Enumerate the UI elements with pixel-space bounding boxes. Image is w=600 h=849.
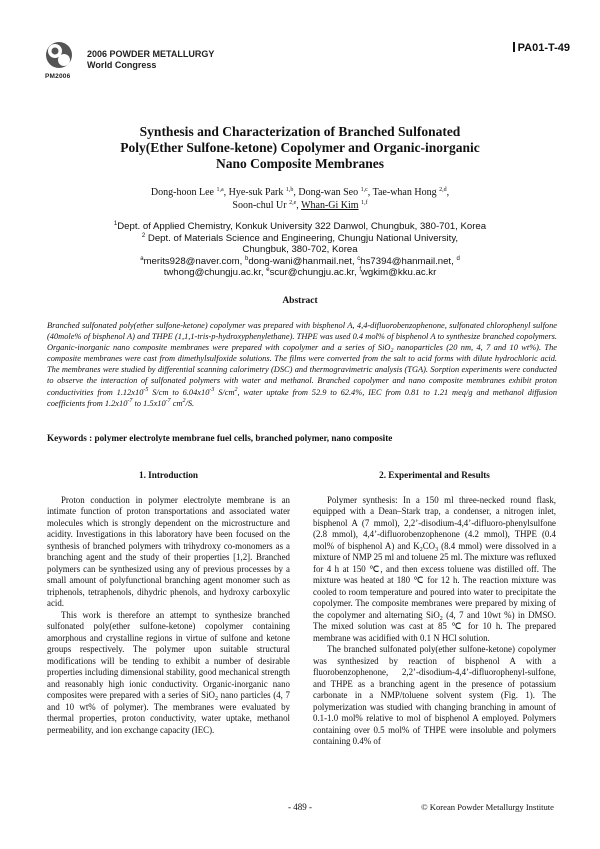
paragraph: The branched sulfonated poly(ether sulfone-ketone) copolymer was synthesized by reaction of bisphenol A with a fluorobenzophenone, 2,2’-disodium-4,4’-difluorophenyl-sulfone, and THPE as a branching agent in the presence of potassium carbonate in a NMP/toluene solvent system (Fig. 1). The polymerization was studied with changing branching in amount of 0.1-1.0 mol% relative to mol of bisphenol A employed. Polymers containing over 0.5 mol% of THPE were insoluble and polymers containing 0.4% of — [313, 644, 556, 746]
conference-line-2: World Congress — [87, 60, 157, 70]
subscript: 2 — [419, 546, 423, 553]
superscript: -5 — [143, 386, 149, 393]
email-f[interactable]: wgkim@kku.ac.kr — [360, 267, 437, 278]
conference-line-1: 2006 POWDER METALLURGY — [87, 49, 215, 59]
paragraph — [47, 610, 290, 737]
subscript: 2 — [439, 615, 443, 622]
email-b[interactable]: dong-wani@hanmail.net, — [248, 255, 358, 267]
author-sup: 1,c — [360, 187, 368, 193]
author-list: Dong-hoon Lee $^{1,a}$, Hye-suk Park $^{1,b}$, Dong-wan Seo $^{1,c}$, Tae-whan Hong $^{2,d}$, Soon-chul Ur $^{2,e}$, Whan-Gi Kim $^{1,f}$ — [150, 187, 450, 211]
abstract-text: cm — [170, 398, 183, 408]
affiliation-2 — [80, 233, 520, 245]
section-heading-experimental: 2. Experimental and Results — [379, 470, 490, 480]
abstract-text: /S. — [185, 398, 195, 408]
abstract-text: nanoparticles (20 nm, 4, 7 and 10 wt%). The composite membranes were cast from dimethylsulfoxide solutions. The films were converted from the salt to acid forms with dilute hydrochloric acid. The membranes were studied by differential scanning calorimetry (DSC) and thermogravimetric analysis (TGA). Sorption experiments were conducted to observe the interaction of sulfonated polymers with water and methanol. Branched copolymer and nano composite membranes exhibit proton conductivities from 1.12x10 — [47, 343, 557, 397]
author: Tae-whan Hong — [372, 187, 437, 198]
copyright: © Korean Powder Metallurgy Institute — [421, 802, 554, 812]
email-marker: d — [456, 255, 460, 262]
subscript: 3 — [435, 546, 439, 553]
affiliation-2-text: Dept. of Materials Science and Engineering, Chungju National University, — [145, 232, 459, 244]
abstract-text: , water uptake from 52.9 to 62.4%, IEC from 0.81 to 1.21 meq/g and methanol diffusion coefficients from 1.2x10 — [47, 387, 558, 408]
email-c[interactable]: hs7394@hanmail.net, — [360, 255, 457, 267]
subscript: 2 — [390, 348, 394, 355]
conference-name — [87, 49, 214, 71]
paragraph: Proton conduction in polymer electrolyte membrane is an intimate function of proton transportations and associated water molecules which is strongly dependent on the microstructure and acidity. Investigations in this laboratory have been focused on the synthesis of branched polymers with trihydroxy co-monomers as a branching agent and the study of their properties [1,2]. Branched polymers can be synthesized using any of previous processes by a small amount of polyfunctional branching agent monomer such as triphenols, tetraphenols, dihydric phenols, and hydroxy carboxylic acid. — [47, 494, 290, 608]
paragraph — [313, 495, 556, 645]
subscript: 2 — [214, 696, 218, 702]
affiliation-1-sup: 1 — [113, 221, 118, 227]
author: Soon-chul Ur — [232, 200, 287, 211]
author: Dong-hoon Lee — [150, 187, 214, 198]
abstract-text: S/cm to 6.04x10 — [148, 387, 210, 397]
title-line-1: Synthesis and Characterization of Branched Sulfonated — [139, 124, 461, 139]
paragraph-text: This work is therefore an attempt to synthesize branched sulfonated poly(ether sulfone-ketone) copolymer containing amorphous and crystalline regions in virtue of sulfone and ketone groups respectively. The polymer upon suitable structural modifications will be tending to exhibit a number of desirable properties including dimensional stability, good mechanical strength and reasonably high ionic conductivity. Organic-inorganic nano composites were prepared with a series of SiO — [47, 609, 290, 700]
email-marker: f — [359, 267, 361, 273]
paragraph-text: (8.4 mmol) were dissolved in a mixture of NMP 25 ml and toluene 25 ml. The mixture was refluxed for 4 h at 150 ℃, and then excess toluene was distilled off. The mixture was heated at 180 ℃ for 12 h. The reaction mixture was cooled to room temperature and poured into water to precipitate the copolymer. The composite membranes were prepared by mixing of the copolymer and alternating SiO — [313, 540, 557, 620]
abstract-text: to 1.5x10 — [132, 398, 166, 408]
title-line-2: Poly(Ether Sulfone-ketone) Copolymer and Organic-inorganic — [120, 140, 480, 155]
abstract-text: Branched sulfonated poly(ether sulfone-ketone) copolymer was prepared with bisphenol A, 4,4-difluorobenzophenone, sulfonated chlorophenyl sulfone (40mole% of bisphenol A) and THPE (1,1,1-tris-p-hydroxyphenylethane). THPE was used 0.4 mol% of bisphenol A to synthesize branched copolymers. Organic-inorganic nano composite membranes were prepared with copolymer and a series of SiO — [47, 321, 557, 353]
emails-line-1 — [80, 256, 520, 268]
email-d[interactable]: twhong@chungju.ac.kr, — [163, 267, 267, 278]
paragraph-text: Polymer synthesis: In a 150 ml three-necked round flask, equipped with a Dean–Stark trap, a condenser, a nitrogen inlet, bisphenol A (7 mmol), 2,2’-disodium-4,4’-difluoro-phenylsulfone (2.8 mmol), 4,4’-difluorobenzophenone (4.2 mmol), THPE (0.4 mol% of bisphenol A) and K — [313, 494, 556, 551]
superscript: -3 — [209, 386, 215, 393]
abstract-body — [47, 320, 557, 409]
affiliation-2-continued: Chungbuk, 380-702, Korea — [242, 244, 358, 255]
left-column — [47, 470, 290, 736]
affiliations — [80, 221, 520, 279]
author-sup: 1,a — [216, 187, 224, 193]
author: Dong-wan Seo — [298, 187, 359, 198]
email-marker: c — [357, 255, 361, 262]
affiliation-2-sup: 2 — [141, 232, 146, 239]
email-e[interactable]: scur@chungju.ac.kr, — [269, 267, 360, 278]
email-marker: a — [140, 255, 144, 262]
paper-code — [513, 42, 570, 54]
superscript: -7 — [165, 397, 171, 404]
author-sup: 1,f — [361, 200, 368, 206]
author: Hye-suk Park — [228, 187, 284, 198]
author-sup: 2,d — [439, 187, 447, 193]
email-a[interactable]: merits928@naver.com, — [143, 255, 245, 267]
author-sup: 1,b — [285, 187, 294, 193]
title-line-3: Nano Composite Membranes — [216, 156, 384, 171]
abstract-heading: Abstract — [282, 296, 318, 306]
section-heading-introduction: 1. Introduction — [138, 470, 199, 480]
paper-code-bar-icon — [513, 42, 515, 52]
paper-code-text: PA01-T-49 — [517, 42, 570, 54]
keywords: Keywords : polymer electrolyte membrane fuel cells, branched polymer, nano composite — [47, 433, 393, 443]
logo-year: PM2006 — [45, 73, 71, 80]
author-sup: 2,e — [289, 200, 297, 206]
affiliation-1 — [80, 221, 520, 233]
superscript: 2 — [182, 397, 186, 404]
paragraph-text: (4, 7 and 10wt %) in DMSO. The mixed solution was cast at 85 ℃ for 10 h. The prepared membrane was acidified with 0.1 N HCl solution. — [313, 609, 557, 643]
emails-line-2 — [80, 267, 520, 279]
right-column — [313, 470, 556, 748]
corresponding-author: Whan-Gi Kim — [301, 200, 359, 211]
affiliation-1-text: Dept. of Applied Chemistry, Konkuk University 322 Danwol, Chungbuk, 380-701, Korea — [117, 221, 487, 232]
conference-logo-icon — [44, 40, 74, 70]
paragraph-text: CO — [422, 540, 436, 551]
email-marker: e — [266, 267, 270, 273]
paper-title — [60, 124, 540, 172]
superscript: -7 — [127, 397, 133, 404]
paragraph-text: nano particles (4, 7 and 10 wt% of polymer). The membranes were evaluated by thermal properties, proton conductivity, water uptake, methanol permeability, and ion exchange capacity (IEC). — [47, 690, 290, 735]
abstract-text: S/cm — [214, 387, 235, 397]
superscript: 2 — [234, 386, 238, 393]
email-marker: b — [245, 255, 249, 262]
page-number: - 489 - — [288, 802, 312, 812]
